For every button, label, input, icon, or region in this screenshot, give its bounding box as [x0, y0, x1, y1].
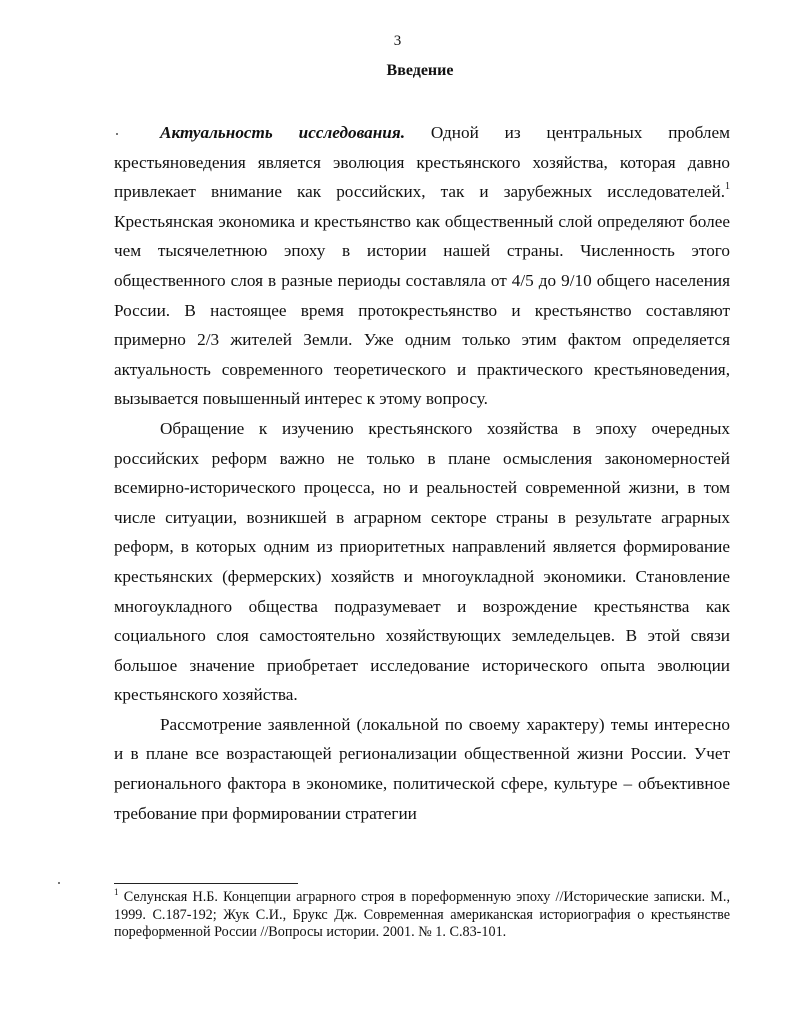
footnote-marker: 1 [114, 887, 119, 897]
paragraph-text-continued: Крестьянская экономика и крестьянство как общественный слой определяют более чем тысячелетнюю эпоху в истории нашей страны. Численность этого общественного слоя в разные периоды составляла от 4/5 до 9/10 общего населения России. В настоящее время протокрестьянство и крестьянство составляют примерно 2/3 жителей Земли. Уже одним только этим фактом определяется актуальность современного теоретического и практического крестьяноведения, вызывается повышенный интерес к этому вопросу. [114, 211, 730, 409]
scan-speck [116, 133, 118, 135]
paragraph-1 [114, 118, 730, 414]
page-number: 3 [393, 33, 402, 49]
scan-speck [58, 882, 60, 884]
footnote-text: Селунская Н.Б. Концепции аграрного строя в пореформенную эпоху //Исторические записки. М., 1999. С.187-192; Жук С.И., Брукс Дж. Современная американская историография о крестьянстве пореформенной России //Вопросы истории. 2001. № 1. С.83-101. [114, 889, 730, 940]
paragraph-lead: Актуальность исследования. [160, 123, 405, 142]
footnote-separator [114, 883, 298, 884]
footnote [114, 889, 730, 942]
main-text [114, 118, 730, 828]
section-title: Введение [386, 62, 454, 79]
paragraph-3: Рассмотрение заявленной (локальной по своему характеру) темы интересно и в плане все возрастающей регионализации общественной жизни России. Учет регионального фактора в экономике, политической сфере, культуре – объективное требование при формировании стратегии [114, 714, 730, 823]
footnote-reference[interactable]: 1 [725, 181, 730, 193]
paragraph-2: Обращение к изучению крестьянского хозяйства в эпоху очередных российских реформ важно не только в плане осмысления закономерностей всемирно-исторического процесса, но и реальностей современной жизни, в том числе ситуации, возникшей в аграрном секторе страны в результате аграрных реформ, в которых одним из приоритетных направлений является формирование крестьянских (фермерских) хозяйств и многоукладной экономики. Становление многоукладного общества подразумевает и возрождение крестьянства как социального слоя самостоятельно хозяйствующих земледельцев. В этой связи большое значение приобретает исследование исторического опыта эволюции крестьянского хозяйства. [114, 418, 730, 705]
paragraph-text: Одной из центральных проблем крестьяноведения является эволюция крестьянского хозяйства, которая давно привлекает внимание как российских, так и зарубежных исследователей. [114, 123, 730, 202]
